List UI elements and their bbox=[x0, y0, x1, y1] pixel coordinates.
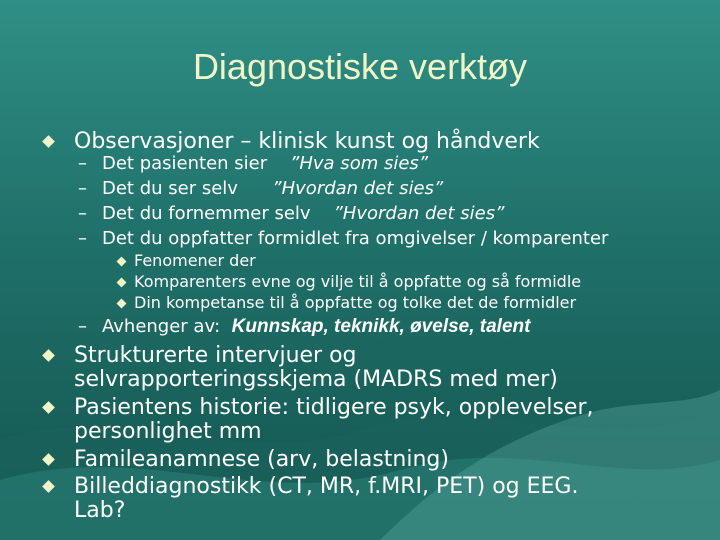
dash-marker: – bbox=[78, 178, 87, 199]
sub-item-depends bbox=[78, 316, 530, 338]
sub-item bbox=[78, 228, 608, 250]
dash-marker: – bbox=[78, 316, 87, 337]
diamond-bullet-icon bbox=[42, 135, 55, 148]
bullet-text-cont: selvrapporteringsskjema (MADRS med mer) bbox=[74, 367, 558, 392]
bullet-text: Famileanamnese (arv, belastning) bbox=[74, 447, 449, 472]
sub-sub-item bbox=[116, 272, 581, 292]
sub-sub-item-text: Din kompetanse til å oppfatte og tolke det de formidler bbox=[134, 293, 577, 312]
sub-item-quote: ”Hva som sies” bbox=[290, 153, 429, 174]
depends-label: Avhenger av: bbox=[102, 316, 221, 337]
sub-sub-item-text: Fenomener der bbox=[134, 251, 256, 270]
diamond-bullet-icon bbox=[117, 278, 127, 288]
bullet-text: Observasjoner – klinisk kunst og håndverk bbox=[74, 129, 540, 154]
bullet-text: Billeddiagnostikk (CT, MR, f.MRI, PET) og EEG. bbox=[74, 474, 579, 499]
sub-item-text: Det du oppfatter formidlet fra omgivelser / komparenter bbox=[102, 228, 609, 249]
bullet-text-cont: personlighet mm bbox=[74, 419, 262, 444]
diamond-bullet-icon bbox=[117, 299, 127, 309]
dash-marker: – bbox=[78, 153, 87, 174]
sub-sub-item bbox=[116, 293, 576, 313]
sub-sub-item-text: Komparenters evne og vilje til å oppfatte og så formidle bbox=[134, 272, 582, 291]
sub-item bbox=[78, 178, 443, 200]
sub-sub-item bbox=[116, 251, 256, 271]
bullet-text: Pasientens historie: tidligere psyk, opplevelser, bbox=[74, 395, 594, 420]
slide-title: Diagnostiske verktøy bbox=[192, 46, 528, 87]
bullet-text: Strukturerte intervjuer og bbox=[74, 343, 357, 368]
dash-marker: – bbox=[78, 203, 87, 224]
sub-item-quote: ”Hvordan det sies” bbox=[333, 203, 505, 224]
diamond-bullet-icon bbox=[117, 257, 127, 267]
bullet-text-cont: Lab? bbox=[74, 498, 126, 523]
sub-item-text: Det du ser selv bbox=[102, 178, 238, 199]
dash-marker: – bbox=[78, 228, 87, 249]
sub-item-text: Det du fornemmer selv bbox=[102, 203, 311, 224]
sub-item-quote: ”Hvordan det sies” bbox=[272, 178, 444, 199]
sub-item bbox=[78, 203, 504, 225]
sub-item bbox=[78, 153, 428, 175]
sub-item-text: Det pasienten sier bbox=[102, 153, 268, 174]
depends-value: Kunnskap, teknikk, øvelse, talent bbox=[231, 316, 531, 337]
